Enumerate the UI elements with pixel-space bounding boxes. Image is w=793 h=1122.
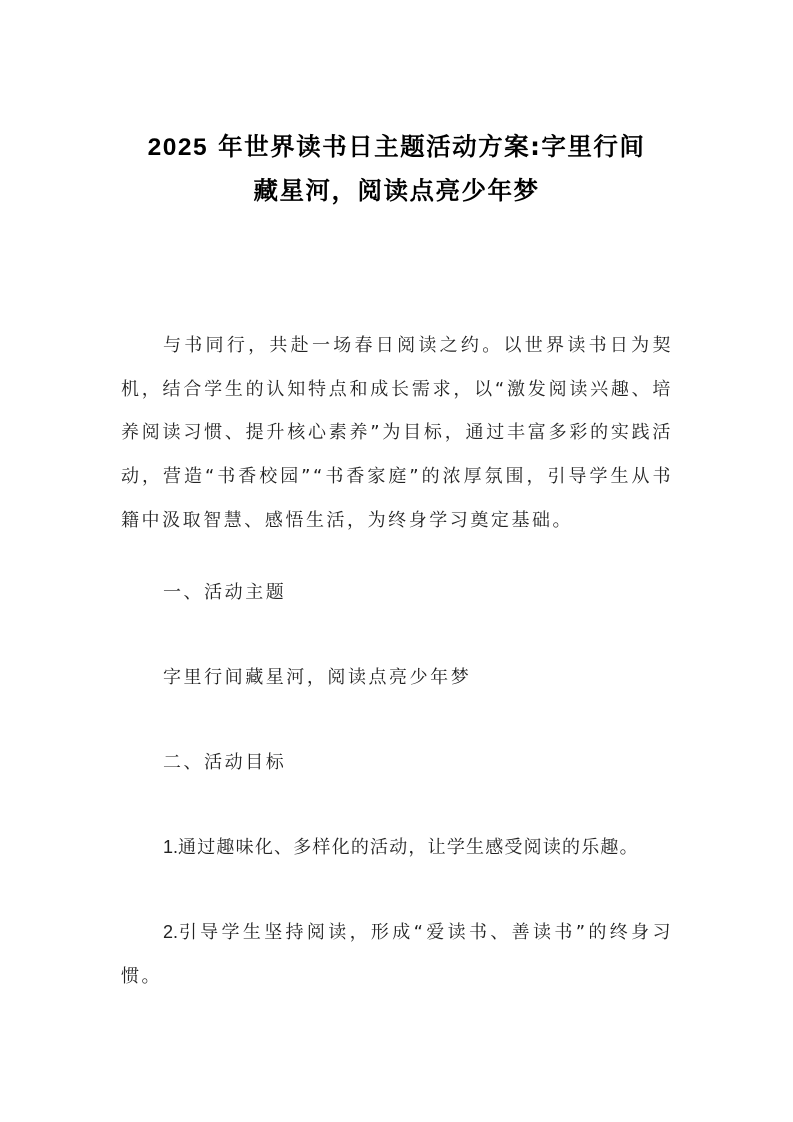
- goal-text: 通过趣味化、多样化的活动，让学生感受阅读的乐趣。: [178, 837, 639, 858]
- goal-item-2: [121, 911, 673, 998]
- goal-text: 引导学生坚持阅读，形成“爱读书、善读书”的终身习惯。: [121, 922, 673, 987]
- goal-number: 2.: [163, 922, 179, 942]
- section-heading-theme: 一、活动主题: [163, 582, 287, 603]
- title-text: 年世界读书日主题活动方案:字里行间: [208, 132, 646, 161]
- document-title-line-2: 藏星河，阅读点亮少年梦: [253, 176, 540, 205]
- section-heading-goals: 二、活动目标: [163, 752, 287, 773]
- theme-content: 字里行间藏星河，阅读点亮少年梦: [163, 667, 472, 688]
- goal-item-1: [121, 826, 673, 870]
- title-year: 2025: [147, 134, 209, 161]
- goal-number: 1.: [163, 837, 179, 857]
- intro-paragraph: 与书同行，共赴一场春日阅读之约。以世界读书日为契机，结合学生的认知特点和成长需求，以“激发阅读兴趣、培养阅读习惯、提升核心素养”为目标，通过丰富多彩的实践活动，营造“书香校园”“书香家庭”的浓厚氛围，引导学生从书籍中汲取智慧、感悟生活，为终身学习奠定基础。: [121, 335, 673, 531]
- document-title-line-1: [0, 128, 793, 163]
